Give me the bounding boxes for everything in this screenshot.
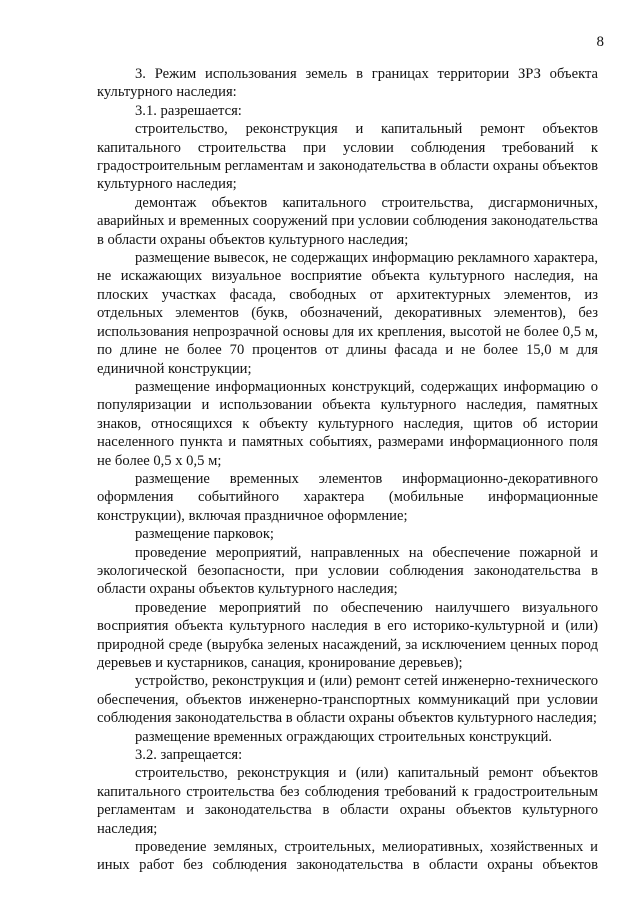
allowed-item-signage: размещение вывесок, не содержащих информацию рекламного характера, не искажающих визуальное восприятие объекта культурного наследия, на плоских участках фасада, свободных от архитектурных элементов, из отдельных элементов (букв, обозначений, декоративных элементов), без использования непрозрачной основы для их крепления, высотой не более 0,5 м, по длине не более 70 процентов от длины фасада и не более 15,0 м для единичной конструкции;: [97, 250, 598, 377]
allowed-item-demolition: демонтаж объектов капитального строительства, дисгармоничных, аварийных и временных сооружений при условии соблюдения законодательства в области охраны объектов культурного наследия;: [97, 194, 598, 248]
allowed-item-info-structures: размещение информационных конструкций, содержащих информацию о популяризации и использовании объекта культурного наследия, памятных знаков, относящихся к объекту культурного наследия, щитов об истории населенного пункта и памятных событиях, размерами информационного поля не более 0,5 х 0,5 м;: [97, 378, 598, 469]
allowed-item-construction: строительство, реконструкция и капитальный ремонт объектов капитального строительства при условии соблюдения требований к градостроительным регламентам и законодательства в области охраны объектов культурного наследия;: [97, 121, 598, 193]
zrz-land-use-heading: 3. Режим использования земель в границах территории ЗРЗ объекта культурного наследия:: [97, 66, 598, 101]
allowed-item-visual-perception: проведение мероприятий по обеспечению наилучшего визуального восприятия объекта культурного наследия в его историко-культурной и (или) природной среде (вырубка зеленых насаждений, за исключением ценных пород деревьев и кустарников, санация, кронирование деревьев);: [97, 599, 598, 671]
allowed-item-engineering-networks: устройство, реконструкция и (или) ремонт сетей инженерно-технического обеспечения, объектов инженерно-транспортных коммуникаций при условии соблюдения законодательства в области охраны объектов культурного наследия;: [97, 673, 598, 727]
prohibited-item-construction: строительство, реконструкция и (или) капитальный ремонт объектов капитального строительства без соблюдения требований к градостроительным регламентам и законодательства в области охраны объектов культурного наследия;: [97, 765, 598, 837]
document-body: [97, 65, 598, 875]
allowed-item-parking: размещение парковок;: [135, 526, 274, 543]
allowed-subheading: 3.1. разрешается:: [135, 102, 242, 119]
prohibited-item-earthworks: проведение земляных, строительных, мелиоративных, хозяйственных и иных работ без соблюдения законодательства в области охраны объектов: [97, 839, 598, 874]
allowed-item-temporary-decor: размещение временных элементов информационно-декоративного оформления событийного характера (мобильные информационные конструкции), включая праздничное оформление;: [97, 470, 598, 524]
allowed-item-fire-safety: проведение мероприятий, направленных на обеспечение пожарной и экологической безопасности, при условии соблюдения законодательства в области охраны объектов культурного наследия;: [97, 544, 598, 598]
allowed-item-temporary-fencing: размещение временных ограждающих строительных конструкций.: [135, 728, 553, 745]
page-number: 8: [596, 34, 604, 50]
prohibited-subheading: 3.2. запрещается:: [135, 747, 243, 764]
